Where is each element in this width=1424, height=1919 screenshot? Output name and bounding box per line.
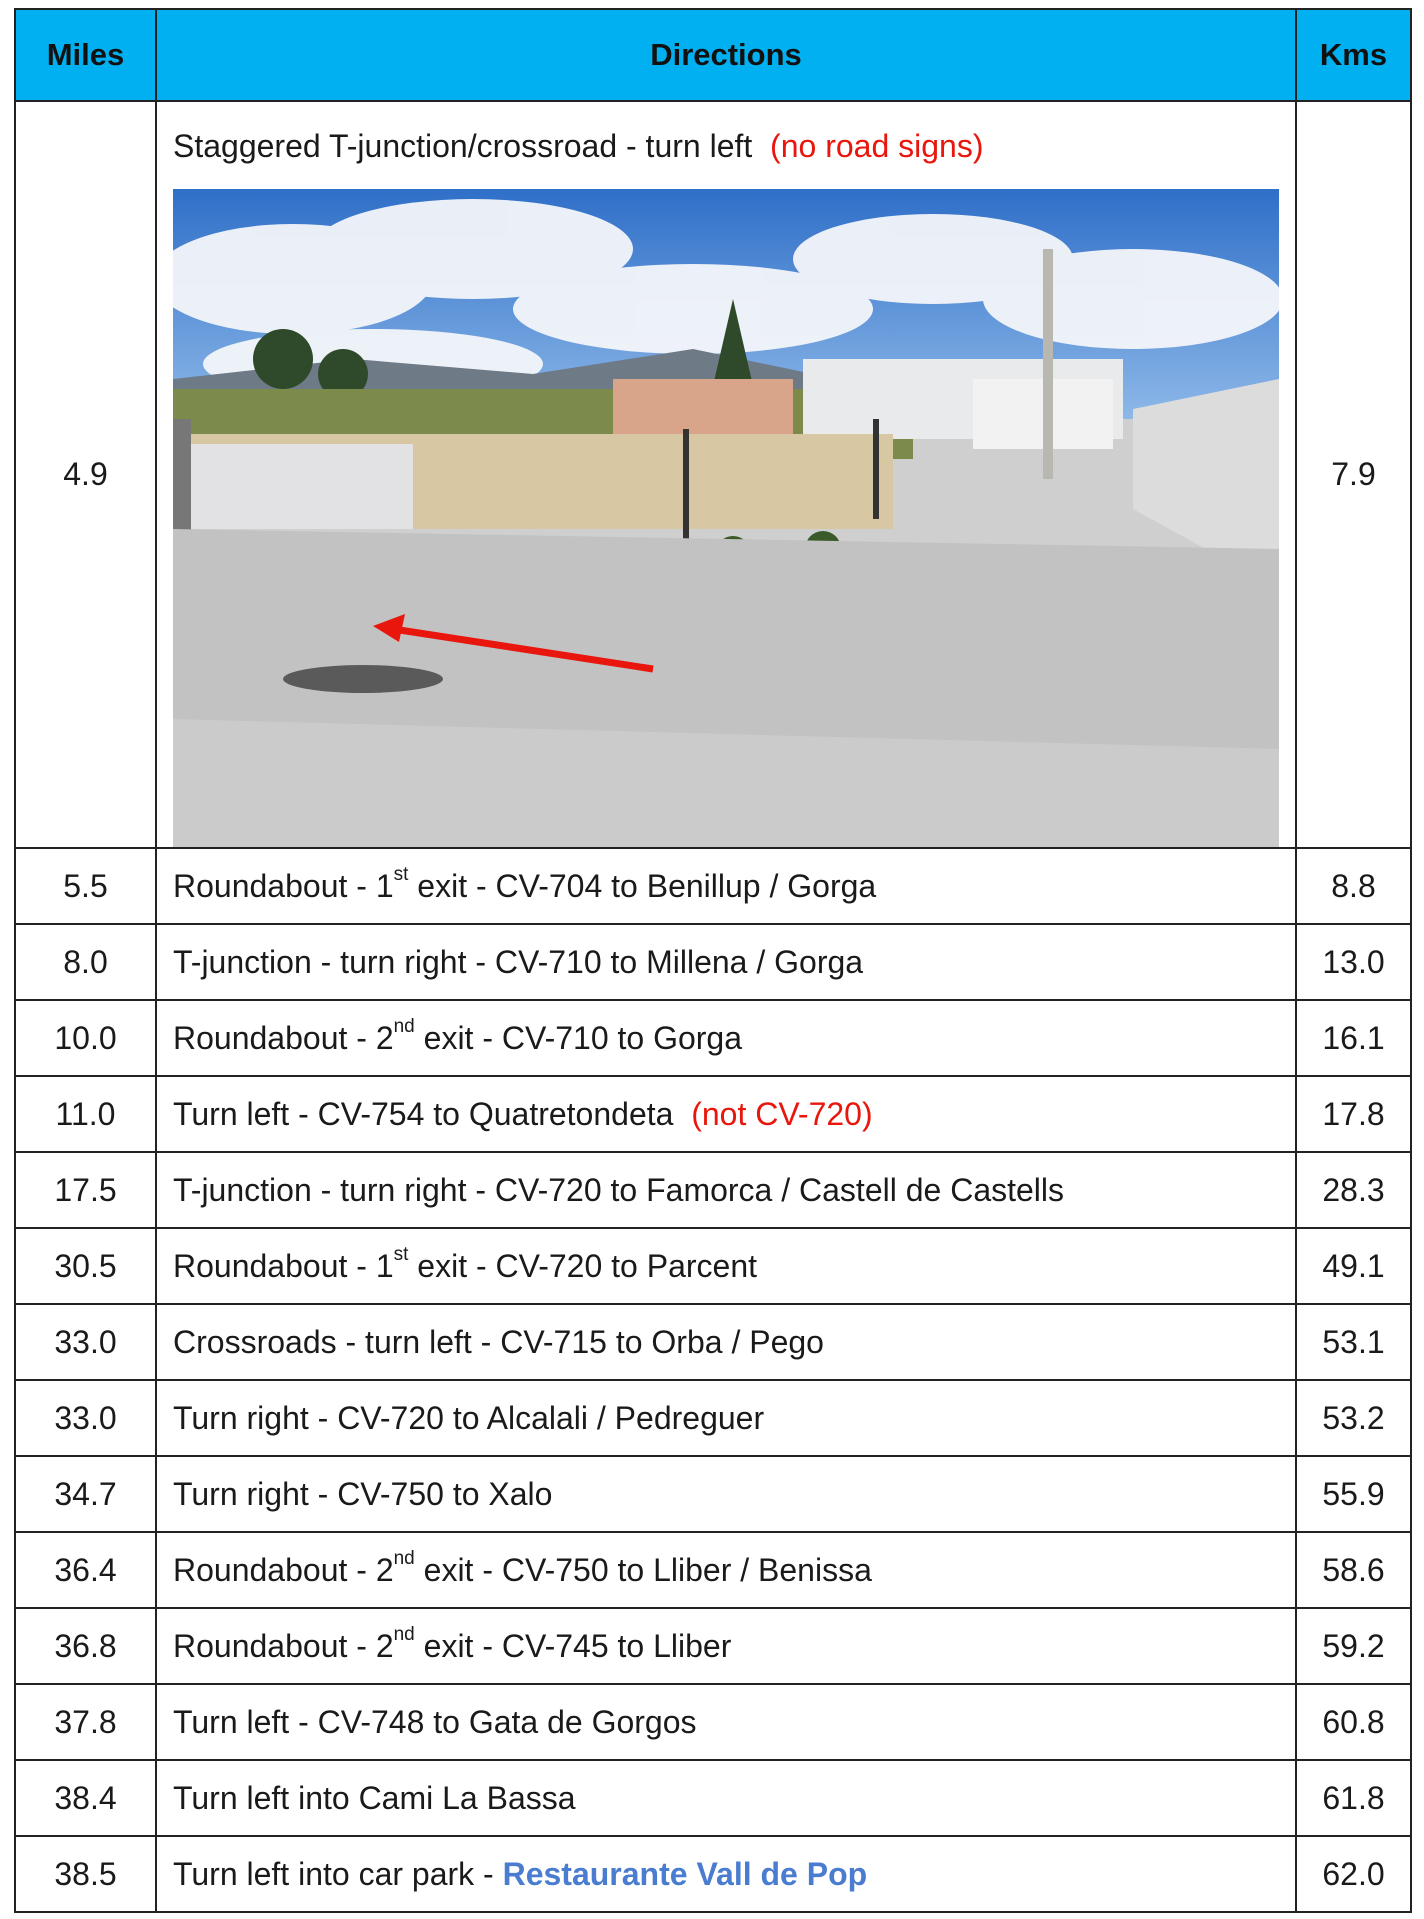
table-row <box>15 1760 1411 1836</box>
ordinal-suffix: nd <box>393 1547 415 1569</box>
direction-cell <box>156 1760 1296 1836</box>
directions-rows <box>15 848 1411 1912</box>
miles-cell: 30.5 <box>15 1228 156 1304</box>
table-row <box>15 1684 1411 1760</box>
kms-cell: 13.0 <box>1296 924 1411 1000</box>
directions-table <box>14 8 1412 1913</box>
kms-cell: 60.8 <box>1296 1684 1411 1760</box>
ordinal-suffix: st <box>393 863 409 885</box>
direction-text: Roundabout - 1 <box>173 1247 394 1284</box>
kms-cell: 61.8 <box>1296 1760 1411 1836</box>
direction-cell <box>156 1608 1296 1684</box>
kms-cell: 28.3 <box>1296 1152 1411 1228</box>
direction-text: T-junction - turn right - CV-720 to Famorca / Castell de Castells <box>173 1171 1065 1208</box>
miles-cell: 33.0 <box>15 1380 156 1456</box>
kms-cell: 16.1 <box>1296 1000 1411 1076</box>
table-row <box>15 924 1411 1000</box>
restaurant-link[interactable]: Restaurante Vall de Pop <box>502 1855 868 1892</box>
kms-cell: 8.8 <box>1296 848 1411 924</box>
table-row <box>15 1380 1411 1456</box>
table-row <box>15 848 1411 924</box>
direction-cell <box>156 1304 1296 1380</box>
header-row <box>15 9 1411 101</box>
direction-cell <box>156 848 1296 924</box>
direction-text: Roundabout - 1 <box>173 867 394 904</box>
kms-cell: 62.0 <box>1296 1836 1411 1912</box>
direction-cell <box>156 101 1296 848</box>
miles-cell: 34.7 <box>15 1456 156 1532</box>
direction-text: Roundabout - 2 <box>173 1627 394 1664</box>
ordinal-suffix: nd <box>393 1015 415 1037</box>
header-miles: Miles <box>15 9 156 101</box>
kms-cell: 55.9 <box>1296 1456 1411 1532</box>
direction-text: Turn right - CV-720 to Alcalali / Pedreguer <box>173 1399 765 1436</box>
kms-cell: 59.2 <box>1296 1608 1411 1684</box>
miles-cell: 10.0 <box>15 1000 156 1076</box>
direction-text: exit - CV-720 to Parcent <box>408 1247 757 1284</box>
direction-text: Roundabout - 2 <box>173 1551 394 1588</box>
table-row <box>15 1608 1411 1684</box>
kms-cell: 53.2 <box>1296 1380 1411 1456</box>
junction-photo <box>173 189 1279 847</box>
direction-cell <box>156 1532 1296 1608</box>
direction-note: (not CV-720) <box>691 1095 873 1132</box>
kms-cell: 49.1 <box>1296 1228 1411 1304</box>
miles-cell: 8.0 <box>15 924 156 1000</box>
kms-cell: 58.6 <box>1296 1532 1411 1608</box>
miles-cell: 33.0 <box>15 1304 156 1380</box>
direction-text: exit - CV-745 to Lliber <box>414 1627 732 1664</box>
header-directions: Directions <box>156 9 1296 101</box>
direction-text: Turn left into car park - <box>173 1855 503 1892</box>
kms-cell: 53.1 <box>1296 1304 1411 1380</box>
table-row <box>15 101 1411 848</box>
miles-cell: 4.9 <box>15 101 156 848</box>
table-row <box>15 1000 1411 1076</box>
direction-label: Staggered T-junction/crossroad - turn left <box>173 128 753 164</box>
miles-cell: 36.8 <box>15 1608 156 1684</box>
header-kms: Kms <box>1296 9 1411 101</box>
direction-text: Turn right - CV-750 to Xalo <box>173 1475 553 1512</box>
miles-cell: 38.4 <box>15 1760 156 1836</box>
direction-text: Crossroads - turn left - CV-715 to Orba / Pego <box>173 1323 824 1360</box>
ordinal-suffix: nd <box>393 1623 415 1645</box>
direction-cell <box>156 1836 1296 1912</box>
direction-text: Turn left - CV-754 to Quatretondeta <box>173 1095 674 1132</box>
direction-cell <box>156 1000 1296 1076</box>
ordinal-suffix: st <box>393 1243 409 1265</box>
direction-cell <box>156 1380 1296 1456</box>
direction-text: Roundabout - 2 <box>173 1019 394 1056</box>
direction-note: (no road signs) <box>770 128 984 164</box>
kms-cell: 7.9 <box>1296 101 1411 848</box>
table-row <box>15 1228 1411 1304</box>
direction-cell <box>156 1152 1296 1228</box>
direction-text: T-junction - turn right - CV-710 to Millena / Gorga <box>173 943 864 980</box>
table-row <box>15 1304 1411 1380</box>
miles-cell: 17.5 <box>15 1152 156 1228</box>
kms-cell: 17.8 <box>1296 1076 1411 1152</box>
table-row <box>15 1076 1411 1152</box>
miles-cell: 36.4 <box>15 1532 156 1608</box>
miles-cell: 5.5 <box>15 848 156 924</box>
direction-text: exit - CV-710 to Gorga <box>414 1019 743 1056</box>
direction-cell <box>156 924 1296 1000</box>
table-row <box>15 1152 1411 1228</box>
direction-text: Turn left - CV-748 to Gata de Gorgos <box>173 1703 697 1740</box>
direction-cell <box>156 1684 1296 1760</box>
direction-cell <box>156 1456 1296 1532</box>
direction-text <box>173 128 1295 165</box>
direction-cell <box>156 1076 1296 1152</box>
table-row <box>15 1456 1411 1532</box>
direction-cell <box>156 1228 1296 1304</box>
miles-cell: 38.5 <box>15 1836 156 1912</box>
direction-text: exit - CV-704 to Benillup / Gorga <box>408 867 877 904</box>
direction-text: exit - CV-750 to Lliber / Benissa <box>414 1551 872 1588</box>
miles-cell: 11.0 <box>15 1076 156 1152</box>
miles-cell: 37.8 <box>15 1684 156 1760</box>
table-row <box>15 1836 1411 1912</box>
table-row <box>15 1532 1411 1608</box>
direction-text: Turn left into Cami La Bassa <box>173 1779 576 1816</box>
